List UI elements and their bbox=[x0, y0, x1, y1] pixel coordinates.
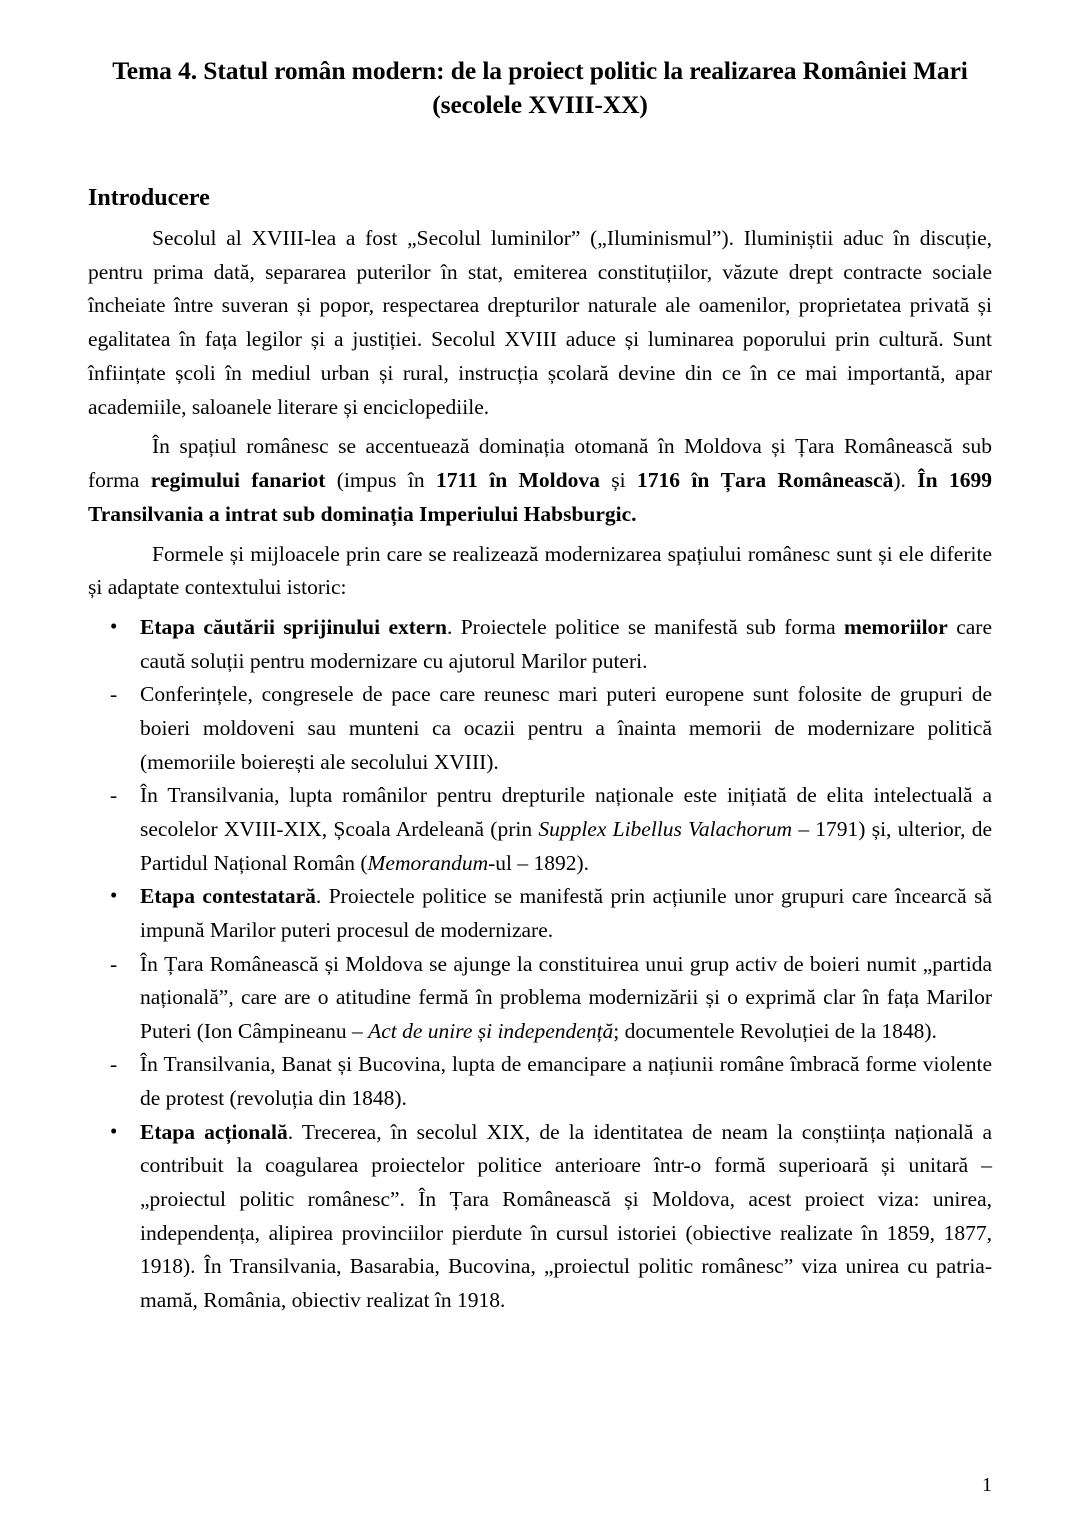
para2-segment-2: (impus în bbox=[325, 468, 437, 493]
stages-bullet-list bbox=[88, 611, 992, 1317]
para2-bold-regimul-fanariot: regimului fanariot bbox=[150, 468, 326, 493]
item-lead-bold: Etapa contestatară bbox=[140, 884, 316, 909]
paragraph-1: Secolul al XVIII-lea a fost „Secolul luminilor” („Iluminismul”). Iluminiștii aduc în discuție, pentru prima dată, separarea puterilor în stat, emiterea constituțiilor, văzute drept contracte sociale încheiate între suveran și popor, respectarea drepturilor naturale ale oamenilor, proprietatea privată și egalitatea în fața legilor și a justiției. Secolul XVIII aduce și luminarea poporului prin cultură. Sunt înființate școli în mediul urban și rural, instrucția școlară devine din ce în ce mai importantă, apar academiile, saloanele literare și enciclopediile. bbox=[88, 225, 992, 419]
sub-list-etapa-contestatara bbox=[88, 948, 992, 1116]
list-item-transilvania-banat-bucovina bbox=[110, 1048, 992, 1115]
sub-item-text-before-italic: În Țara Românească și Moldova se ajunge la constituirea unui grup activ de boieri numit „partida națională”, care are o atitudine fermă în problema modernizării și o exprimă clar în fața Marilor Puteri (Ion Câmpineanu – bbox=[140, 951, 992, 1043]
sub-item-text-tail: -ul – 1892). bbox=[488, 850, 590, 875]
dash-icon: - bbox=[110, 1052, 118, 1077]
para2-segment-4: ). bbox=[893, 468, 918, 493]
list-item-etapa-cautarii bbox=[88, 611, 992, 678]
title-line-2: (secolele XVIII-XX) bbox=[432, 90, 648, 120]
item-lead-bold: Etapa căutării sprijinului extern bbox=[140, 615, 447, 640]
dash-icon: - bbox=[110, 682, 118, 707]
page-title bbox=[88, 54, 992, 123]
list-item-transilvania-scoala-ardeleana bbox=[110, 779, 992, 880]
sub-item-italic-supplex: Supplex Libellus Valachorum bbox=[538, 816, 793, 841]
sub-item-text-tail: ; documentele Revoluției de la 1848). bbox=[613, 1018, 937, 1043]
para2-bold-1711-moldova: 1711 în Moldova bbox=[436, 468, 600, 493]
sub-item-text-before-italic: În Transilvania, lupta românilor pentru drepturile naționale este inițiată de elita intelectuală a secolelor XVIII-XIX, Școala Ardeleană (prin bbox=[140, 783, 992, 841]
item-text-after-lead: . Proiectele politice se manifestă prin acțiunile unor grupuri care încearcă să impună Marilor puteri procesul de modernizare. bbox=[140, 884, 993, 942]
sub-item-italic-memorandum: Memorandum bbox=[367, 850, 489, 875]
para2-segment-1: În spațiul românesc se accentuează dominația otomană în Moldova și Țara Românească sub forma bbox=[88, 434, 992, 493]
sub-item-text: Conferințele, congresele de pace care reunesc mari puteri europene sunt folosite de grupuri de boieri moldoveni sau munteni ca ocazii pentru a înainta memorii de modernizare politică (memoriile boierești ale secolului XVIII). bbox=[140, 682, 992, 774]
para2-segment-3: și bbox=[599, 468, 637, 493]
dash-icon: - bbox=[110, 951, 118, 976]
bullet-icon: • bbox=[110, 614, 118, 639]
paragraph-3: Formele și mijloacele prin care se realizează modernizarea spațiului românesc sunt și ele diferite și adaptate contextului istoric: bbox=[88, 541, 992, 600]
section-heading-introducere: Introducere bbox=[88, 184, 210, 211]
list-item-etapa-contestatara bbox=[88, 880, 992, 947]
paragraph-2 bbox=[88, 430, 992, 531]
list-item-partida-nationala bbox=[110, 948, 992, 1049]
sub-item-italic-act-de-unire: Act de unire și independență bbox=[368, 1018, 614, 1043]
dash-icon: - bbox=[110, 783, 118, 808]
item-lead-bold: Etapa acțională bbox=[140, 1119, 288, 1144]
item-text-tail: care caută soluții pentru modernizare cu ajutorul Marilor puteri. bbox=[140, 615, 992, 673]
item-text-after-lead: . Proiectele politice se manifestă sub forma bbox=[446, 615, 844, 640]
list-item-conferintele bbox=[110, 678, 992, 779]
bullet-icon: • bbox=[110, 1118, 118, 1143]
sub-item-text: În Transilvania, Banat și Bucovina, lupta de emancipare a națiunii române îmbracă forme violente de protest (revoluția din 1848). bbox=[140, 1052, 992, 1111]
item-text-after-lead: . Trecerea, în secolul XIX, de la identitatea de neam la conștiința națională a contribuit la coagularea proiectelor politice anterioare într-o formă superioară și unitară – „proiectul politic românesc”. În Țara Românească și Moldova, acest proiect viza: unirea, independența, alipirea provinciilor pierdute în cursul istoriei (obiective realizate în 1859, 1877, 1918). În Transilvania, Basarabia, Bucovina, „proiectul politic românesc” viza unirea cu patria-mamă, România, obiectiv realizat în 1918. bbox=[140, 1119, 992, 1312]
para2-bold-1716-tara-romaneasca: 1716 în Țara Românească bbox=[636, 468, 894, 493]
sub-list-etapa-cautarii bbox=[88, 678, 992, 880]
title-line-1: Tema 4. Statul român modern: de la proiect politic la realizarea României Mari bbox=[112, 56, 968, 85]
sub-item-text-middle: – 1791) și, ulterior, de Partidul Național Român ( bbox=[140, 816, 992, 875]
item-bold-memoriilor: memoriilor bbox=[843, 615, 948, 640]
page-number: 1 bbox=[982, 1474, 992, 1496]
para2-bold-1699-transilvania: În 1699 Transilvania a intrat sub dominația Imperiului Habsburgic. bbox=[88, 468, 993, 526]
list-item-etapa-actionala bbox=[88, 1116, 992, 1318]
bullet-icon: • bbox=[110, 883, 118, 908]
